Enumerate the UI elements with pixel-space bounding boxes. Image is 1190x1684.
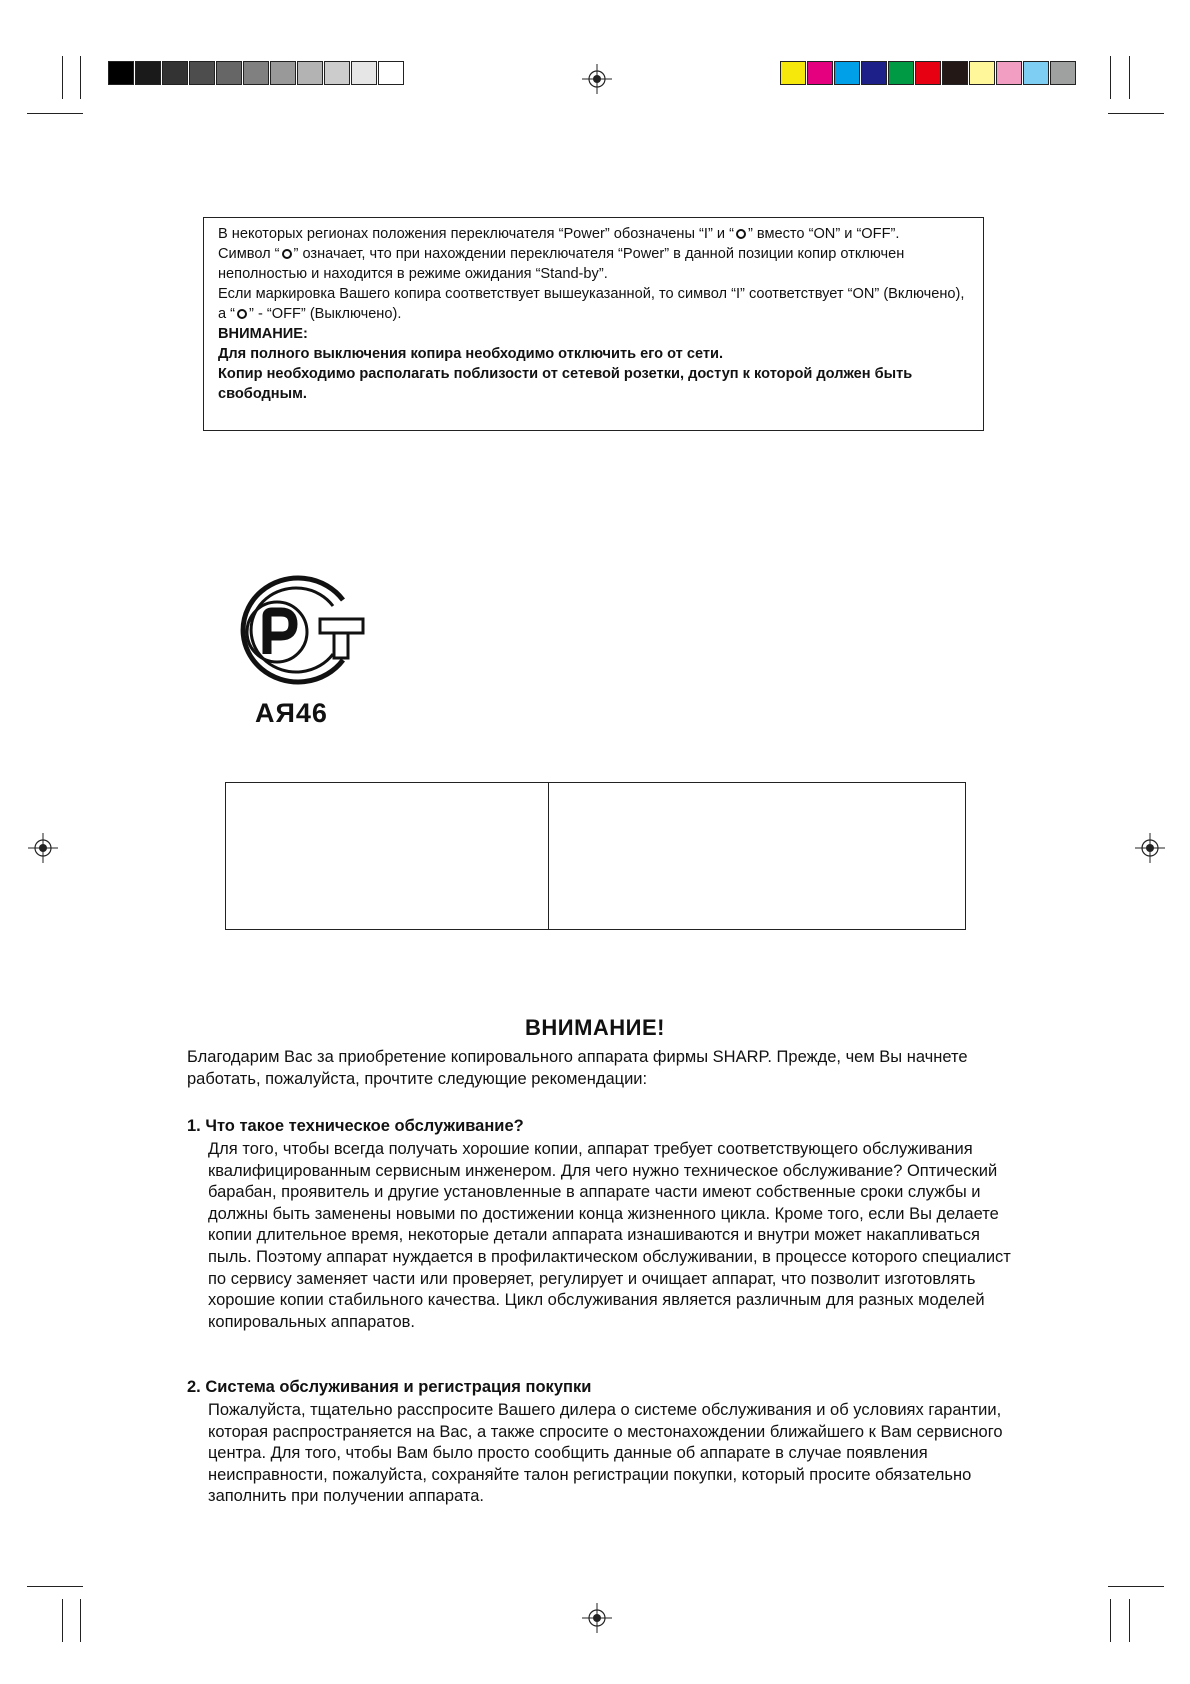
notice-paragraph: В некоторых регионах положения переключателя “Power” обозначены “I” и “ ” вместо “ON” и “OFF”. [218,226,900,242]
gray-swatch [297,61,323,85]
registration-target-icon [582,1603,612,1633]
crop-mark [1129,56,1130,99]
certification-code: АЯ46 [255,698,328,728]
color-bar [780,61,1077,85]
gray-swatch [189,61,215,85]
notice-paragraph: Символ “ ” означает, что при нахождении переключателя “Power” в данной позиции копир отключен неполностью и находится в режиме ожидания “Stand-by”. [218,246,905,282]
gray-swatch [243,61,269,85]
color-swatch [969,61,995,85]
attention-intro: Благодарим Вас за приобретение копировального аппарата фирмы SHARP. Прежде, чем Вы начнете работать, пожалуйста, прочтите следующие рекомендации: [187,1048,968,1088]
gray-swatch [162,61,188,85]
crop-mark [1110,1599,1111,1642]
color-swatch [915,61,941,85]
gray-swatch [216,61,242,85]
crop-mark [80,56,81,99]
gray-swatch [270,61,296,85]
gray-scale-bar [108,61,405,85]
color-swatch [1050,61,1076,85]
gray-swatch [324,61,350,85]
notice-warning-label: ВНИМАНИЕ: [218,326,308,342]
crop-mark [27,113,83,114]
cell-divider [548,783,549,929]
color-swatch [780,61,806,85]
color-swatch [996,61,1022,85]
empty-two-cell-box [225,782,966,930]
registration-target-icon [582,64,612,94]
attention-title: ВНИМАНИЕ! [524,1015,665,1040]
crop-mark [1108,113,1164,114]
gray-swatch [135,61,161,85]
crop-mark [62,1599,63,1642]
section-body: Для того, чтобы всегда получать хорошие копии, аппарат требует соответствующего обслуживания квалифицированным сервисным инженером. Для чего нужно техническое обслуживание? Оптический барабан, проявитель и другие установленные в аппарате части имеют собственные сроки службы и должны быть заменены новыми по достижении конца жизненного цикла. Кроме того, если Вы делаете копии длительное время, некоторые детали аппарата изнашиваются и внутри может накапливаться пыль. Поэтому аппарат нуждается в профилактическом обслуживании, в процессе которого специалист по сервису заменяет части или проверяет, регулирует и очищает аппарат, что позволит изготовлять хорошие копии стабильного качества. Цикл обслуживания является различным для разных моделей копировальных аппаратов. [208,1140,1011,1331]
gray-swatch [378,61,404,85]
standby-circle-icon [282,249,292,259]
crop-mark [80,1599,81,1642]
rst-certification-logo [225,572,370,690]
color-swatch [861,61,887,85]
section-heading: 1. Что такое техническое обслуживание? [187,1117,524,1135]
standby-circle-icon [237,309,247,319]
registration-target-icon [28,833,58,863]
color-swatch [807,61,833,85]
power-switch-notice [203,217,984,431]
standby-circle-icon [736,229,746,239]
gray-swatch [351,61,377,85]
color-swatch [1023,61,1049,85]
registration-target-icon [1135,833,1165,863]
crop-mark [1110,56,1111,99]
section-body: Пожалуйста, тщательно расспросите Вашего дилера о системе обслуживания и об условиях гарантии, которая распространяется на Вас, а также спросите о местонахождении ближайшего к Вам сервисного центра. Для того, чтобы Вам было просто сообщить данные об аппарате в случае появления неисправности, пожалуйста, сохраняйте талон регистрации покупки, который просите обязательно заполнить при получении аппарата. [208,1401,1003,1506]
color-swatch [942,61,968,85]
crop-mark [1129,1599,1130,1642]
notice-warning-text: Копир необходимо располагать поблизости от сетевой розетки, доступ к которой должен быть свободным. [218,366,913,402]
notice-warning-text: Для полного выключения копира необходимо отключить его от сети. [218,346,724,362]
crop-mark [27,1586,83,1587]
color-swatch [888,61,914,85]
crop-mark [1108,1586,1164,1587]
notice-paragraph: Если маркировка Вашего копира соответствует вышеуказанной, то символ “I” соответствует “ON” (Включено), а “ ” - “OFF” (Выключено). [218,286,965,322]
crop-mark [62,56,63,99]
gray-swatch [108,61,134,85]
color-swatch [834,61,860,85]
section-heading: 2. Система обслуживания и регистрация покупки [187,1378,592,1396]
